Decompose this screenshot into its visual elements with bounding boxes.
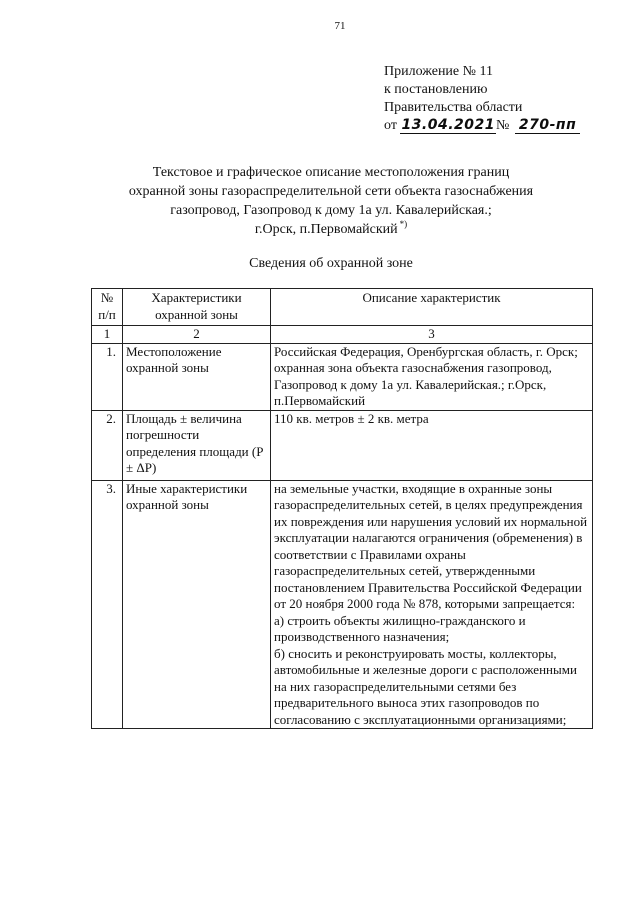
row-description: 110 кв. метров ± 2 кв. метра: [271, 410, 593, 480]
appendix-block: [384, 63, 614, 135]
zone-info-table: [91, 288, 593, 729]
index-cell-2: 2: [123, 326, 271, 344]
page-number: 71: [334, 20, 346, 32]
header-characteristic: Характеристики охранной зоны: [123, 289, 271, 326]
row-number: 2.: [92, 410, 123, 480]
row-description: Российская Федерация, Оренбургская область, г. Орск; охранная зона объекта газоснабжения газопровод, Газопровод к дому 1а ул. Кавалерийская.; г.Орск, п.Первомайский: [271, 343, 593, 410]
row-number: 3.: [92, 480, 123, 729]
row-characteristic: Иные характеристики охранной зоны: [123, 480, 271, 729]
header-description: Описание характеристик: [271, 289, 593, 326]
appendix-line-resolution: к постановлению: [384, 82, 488, 97]
document-title: [96, 163, 566, 239]
table-row: [92, 480, 593, 729]
header-num: № п/п: [92, 289, 123, 326]
table-header-row: [92, 289, 593, 326]
title-line-4-text: г.Орск, п.Первомайский: [254, 222, 398, 237]
table-row: [92, 343, 593, 410]
date-prefix: от: [384, 118, 397, 133]
index-cell-3: 3: [271, 326, 593, 344]
appendix-line-government: Правительства области: [384, 100, 523, 115]
table-index-row: [92, 326, 593, 344]
title-line-1: Текстовое и графическое описание местоположения границ: [152, 165, 510, 180]
index-cell-1: 1: [92, 326, 123, 344]
title-line-3: газопровод, Газопровод к дому 1а ул. Кавалерийская.;: [170, 203, 492, 218]
section-heading: Сведения об охранной зоне: [249, 256, 413, 271]
handwritten-date: 13.04.2021: [401, 117, 496, 133]
title-line-4: [96, 220, 566, 239]
restriction-item-b: б) сносить и реконструировать мосты, коллекторы, автомобильные и железные дороги с расположенными на них газораспределительными сетями без предварительного выноса этих газопроводов по согласованию с эксплуатационными организациями;: [274, 645, 577, 727]
row-description-cell: [271, 480, 593, 729]
handwritten-number: 270-пп: [515, 118, 580, 134]
row-number: 1.: [92, 343, 123, 410]
restriction-item-a: а) строить объекты жилищно-гражданского и производственного назначения;: [274, 612, 526, 644]
appendix-date-line: [384, 117, 614, 135]
number-sign: №: [496, 118, 510, 133]
title-line-2: охранной зоны газораспределительной сети объекта газоснабжения: [128, 184, 534, 199]
row-characteristic: Площадь ± величина погрешности определения площади (P ± ΔP): [123, 410, 271, 480]
footnote-mark: *): [399, 219, 408, 230]
table-row: [92, 410, 593, 480]
appendix-title: Приложение № 11: [384, 64, 493, 79]
row-characteristic: Местоположение охранной зоны: [123, 343, 271, 410]
row-description: на земельные участки, входящие в охранные зоны газораспределительных сетей, в целях предупреждения их повреждения или нарушения условий их нормальной эксплуатации налагаются ограничения (обременения) в соответствии с Правилами охраны газораспределительных сетей, утвержденными постановлением Правительства Российской Федерации от 20 ноября 2000 года № 878, которыми запрещается:: [274, 480, 588, 611]
